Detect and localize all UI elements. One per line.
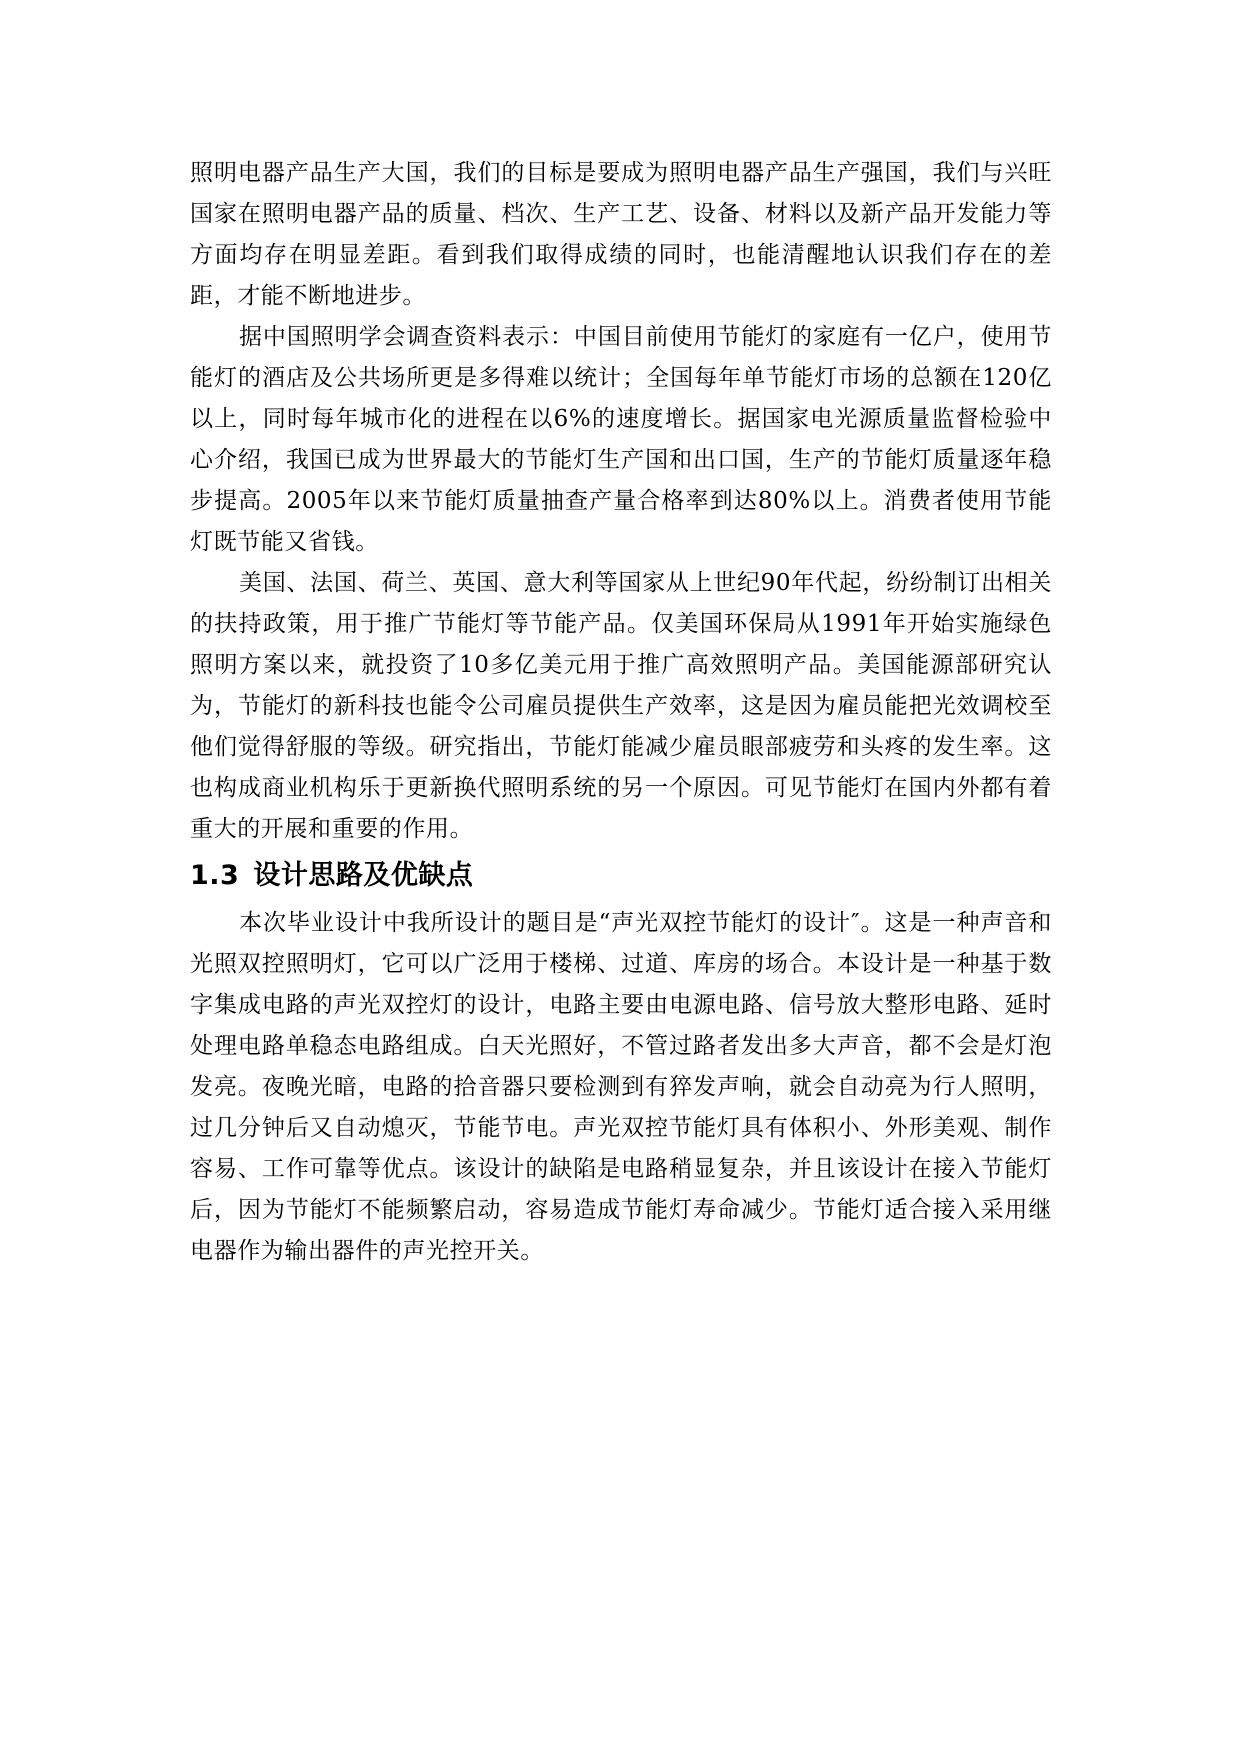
- paragraph-international-policy: 美国、法国、荷兰、英国、意大利等国家从上世纪90年代起，纷纷制订出相关的扶持政策，用于推广节能灯等节能产品。仅美国环保局从1991年开始实施绿色照明方案以来，就投资了10多亿美元用于推广高效照明产品。美国能源部研究认为，节能灯的新科技也能令公司雇员提供生产效率，这是因为雇员能把光效调校至他们觉得舒服的等级。研究指出，节能灯能减少雇员眼部疲劳和头疼的发生率。这也构成商业机构乐于更新换代照明系统的另一个原因。可见节能灯在国内外都有着重大的开展和重要的作用。: [190, 570, 1052, 842]
- section-title: 设计思路及优缺点: [253, 860, 474, 891]
- section-number: 1.3: [190, 860, 240, 891]
- section-heading: [190, 854, 1052, 898]
- document-body: [190, 153, 1052, 1272]
- paragraph-lighting-industry: 照明电器产品生产大国，我们的目标是要成为照明电器产品生产强国，我们与兴旺国家在照明电器产品的质量、档次、生产工艺、设备、材料以及新产品开发能力等方面均存在明显差距。看到我们取得成绩的同时，也能清醒地认识我们存在的差距，才能不断地进步。: [190, 160, 1052, 309]
- paragraph-design-overview: 本次毕业设计中我所设计的题目是“声光双控节能灯的设计″。这是一种声音和光照双控照明灯，它可以广泛用于楼梯、过道、库房的场合。本设计是一种基于数字集成电路的声光双控灯的设计，电路主要由电源电路、信号放大整形电路、延时处理电路单稳态电路组成。白天光照好，不管过路者发出多大声音，都不会是灯泡发亮。夜晚光暗，电路的拾音器只要检测到有猝发声响，就会自动亮为行人照明，过几分钟后又自动熄灭，节能节电。声光双控节能灯具有体积小、外形美观、制作容易、工作可靠等优点。该设计的缺陷是电路稍显复杂，并且该设计在接入节能灯后，因为节能灯不能频繁启动，容易造成节能灯寿命减少。节能灯适合接入采用继电器作为输出器件的声光控开关。: [190, 910, 1052, 1264]
- paragraph-market-statistics: 据中国照明学会调查资料表示：中国目前使用节能灯的家庭有一亿户，使用节能灯的酒店及公共场所更是多得难以统计；全国每年单节能灯市场的总额在120亿以上，同时每年城市化的进程在以6%的速度增长。据国家电光源质量监督检验中心介绍，我国已成为世界最大的节能灯生产国和出口国，生产的节能灯质量逐年稳步提高。2005年以来节能灯质量抽查产量合格率到达80%以上。消费者使用节能灯既节能又省钱。: [190, 324, 1052, 555]
